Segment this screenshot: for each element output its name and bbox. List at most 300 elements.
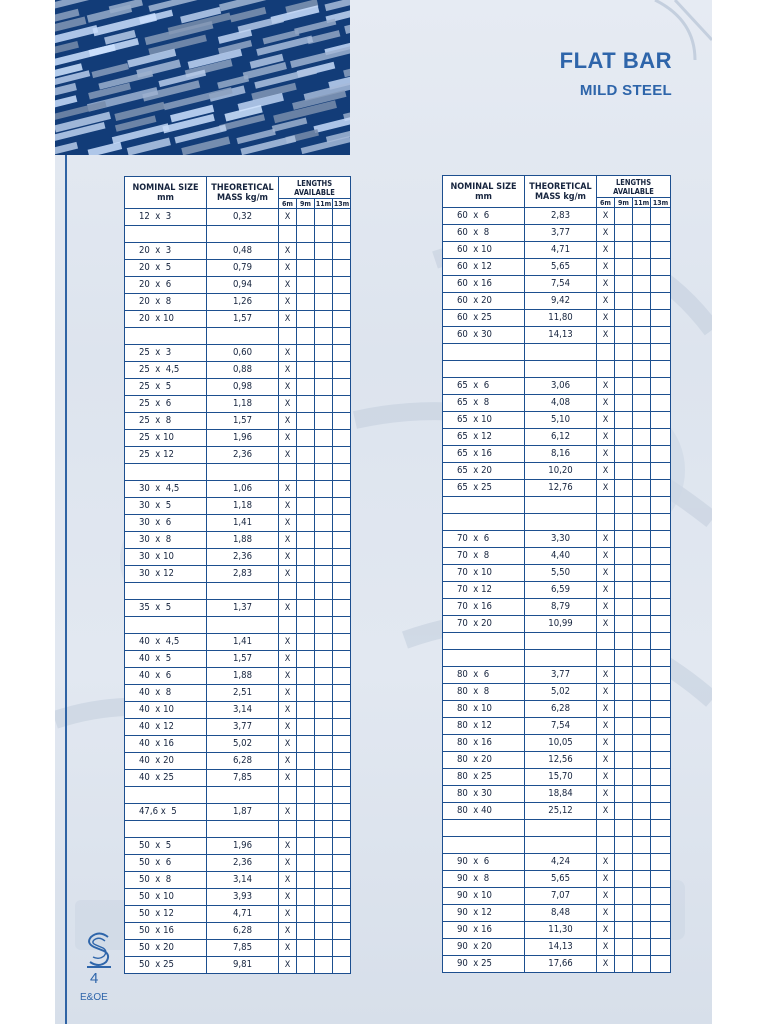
length-13m-cell [651, 786, 671, 803]
length-6m-cell: X [279, 277, 297, 294]
table-row [125, 855, 351, 872]
length-9m-cell [615, 956, 633, 973]
length-13m-cell [333, 243, 351, 260]
length-9m-cell [297, 515, 315, 532]
length-6m-cell: X [597, 871, 615, 888]
length-11m-cell [315, 226, 333, 243]
table-row [125, 923, 351, 940]
length-9m-cell [297, 753, 315, 770]
mass-cell: 9,42 [525, 293, 597, 310]
length-11m-cell [315, 770, 333, 787]
length-13m-cell [651, 344, 671, 361]
length-6m-cell: X [597, 446, 615, 463]
size-cell: 50 x 8 [125, 872, 207, 889]
mass-cell: 0,32 [207, 209, 279, 226]
size-cell: 30 x 6 [125, 515, 207, 532]
mass-cell: 17,66 [525, 956, 597, 973]
length-6m-cell [597, 514, 615, 531]
length-11m-cell [315, 549, 333, 566]
length-13m-header: 13m [333, 199, 350, 208]
mass-cell: 4,71 [207, 906, 279, 923]
length-13m-cell [333, 311, 351, 328]
size-cell [443, 633, 525, 650]
length-9m-cell [297, 447, 315, 464]
length-6m-cell [597, 344, 615, 361]
table-row [443, 378, 671, 395]
length-9m-cell [297, 600, 315, 617]
page-title: FLAT BAR [559, 48, 672, 73]
length-9m-cell [297, 923, 315, 940]
spacer-row [125, 226, 351, 243]
length-9m-cell [297, 685, 315, 702]
mass-cell: 8,16 [525, 446, 597, 463]
table-row [443, 480, 671, 497]
mass-cell: 2,36 [207, 447, 279, 464]
length-11m-cell [633, 922, 651, 939]
length-9m-cell [297, 702, 315, 719]
length-13m-cell [333, 464, 351, 481]
length-11m-cell [633, 905, 651, 922]
length-6m-cell: X [279, 855, 297, 872]
mass-cell: 1,96 [207, 430, 279, 447]
length-13m-cell [651, 633, 671, 650]
size-cell: 25 x 3 [125, 345, 207, 362]
length-11m-cell [315, 702, 333, 719]
length-11m-cell [633, 327, 651, 344]
size-cell: 90 x 8 [443, 871, 525, 888]
mass-cell: 5,65 [525, 871, 597, 888]
length-13m-header: 13m [651, 198, 671, 208]
length-9m-cell [615, 395, 633, 412]
lengths-available-header: LENGTHS AVAILABLE [597, 176, 671, 198]
length-13m-cell [333, 685, 351, 702]
length-13m-cell [651, 752, 671, 769]
length-11m-cell [633, 684, 651, 701]
length-6m-cell [597, 497, 615, 514]
table-row [125, 889, 351, 906]
size-cell: 40 x 8 [125, 685, 207, 702]
size-cell: 65 x 10 [443, 412, 525, 429]
table-row [125, 481, 351, 498]
length-6m-cell: X [597, 718, 615, 735]
length-6m-cell [279, 328, 297, 345]
length-11m-cell [633, 837, 651, 854]
mass-cell: 3,14 [207, 702, 279, 719]
length-11m-cell [315, 260, 333, 277]
length-6m-cell: X [597, 463, 615, 480]
length-13m-cell [333, 277, 351, 294]
length-13m-cell [333, 617, 351, 634]
table-row [443, 225, 671, 242]
length-9m-cell [297, 413, 315, 430]
length-9m-cell [615, 327, 633, 344]
length-11m-cell [315, 753, 333, 770]
spacer-row [125, 328, 351, 345]
size-cell: 70 x 10 [443, 565, 525, 582]
length-6m-cell: X [597, 888, 615, 905]
table-row [443, 922, 671, 939]
size-cell: 90 x 25 [443, 956, 525, 973]
length-6m-cell: X [279, 379, 297, 396]
length-11m-cell [633, 854, 651, 871]
length-13m-cell [651, 820, 671, 837]
size-cell: 70 x 6 [443, 531, 525, 548]
table-row [443, 582, 671, 599]
nominal-size-header: NOMINAL SIZE mm [125, 177, 207, 209]
length-6m-cell: X [597, 939, 615, 956]
table-row [443, 412, 671, 429]
length-6m-cell: X [279, 566, 297, 583]
size-cell: 25 x 12 [125, 447, 207, 464]
theoretical-mass-header: THEORETICAL MASS kg/m [525, 176, 597, 208]
table-row [125, 736, 351, 753]
length-9m-cell [615, 650, 633, 667]
length-6m-cell: X [597, 599, 615, 616]
flat-bar-table-left [124, 176, 351, 974]
table-row [443, 463, 671, 480]
length-9m-cell [615, 854, 633, 871]
table-row [125, 413, 351, 430]
size-cell: 20 x 5 [125, 260, 207, 277]
mass-cell [207, 583, 279, 600]
mass-cell [207, 226, 279, 243]
length-11m-cell [315, 566, 333, 583]
mass-cell: 14,13 [525, 939, 597, 956]
length-13m-cell [333, 430, 351, 447]
mass-cell: 7,07 [525, 888, 597, 905]
size-cell: 80 x 20 [443, 752, 525, 769]
length-9m-cell [297, 498, 315, 515]
length-6m-cell: X [279, 770, 297, 787]
length-13m-cell [333, 549, 351, 566]
length-13m-cell [651, 956, 671, 973]
size-cell: 50 x 6 [125, 855, 207, 872]
table-row [125, 549, 351, 566]
length-9m-cell [615, 599, 633, 616]
length-6m-cell: X [597, 667, 615, 684]
table-row [125, 260, 351, 277]
size-cell: 60 x 30 [443, 327, 525, 344]
length-6m-cell: X [597, 429, 615, 446]
size-cell: 65 x 20 [443, 463, 525, 480]
length-9m-cell [615, 548, 633, 565]
length-6m-cell: X [279, 600, 297, 617]
length-11m-cell [315, 685, 333, 702]
size-cell: 50 x 12 [125, 906, 207, 923]
spacer-row [125, 583, 351, 600]
spacer-row [443, 650, 671, 667]
length-6m-cell: X [279, 447, 297, 464]
length-11m-cell [315, 923, 333, 940]
length-6m-cell: X [597, 956, 615, 973]
mass-cell: 10,20 [525, 463, 597, 480]
size-cell: 60 x 12 [443, 259, 525, 276]
mass-cell: 4,08 [525, 395, 597, 412]
mass-cell: 0,60 [207, 345, 279, 362]
spacer-row [125, 617, 351, 634]
size-cell: 40 x 16 [125, 736, 207, 753]
length-6m-cell: X [597, 616, 615, 633]
length-6m-cell: X [279, 515, 297, 532]
spacer-row [443, 820, 671, 837]
size-cell: 25 x 8 [125, 413, 207, 430]
length-13m-cell [333, 498, 351, 515]
length-9m-header: 9m [615, 198, 633, 208]
length-11m-cell [633, 735, 651, 752]
length-13m-cell [651, 888, 671, 905]
length-9m-cell [297, 617, 315, 634]
table-row [443, 905, 671, 922]
length-13m-cell [651, 565, 671, 582]
length-11m-cell [633, 718, 651, 735]
spacer-row [443, 633, 671, 650]
length-6m-cell: X [597, 769, 615, 786]
length-6m-cell: X [597, 310, 615, 327]
size-cell: 80 x 40 [443, 803, 525, 820]
length-11m-cell [633, 701, 651, 718]
length-13m-cell [333, 804, 351, 821]
length-11m-cell [315, 413, 333, 430]
length-6m-cell: X [597, 565, 615, 582]
length-11m-cell [315, 855, 333, 872]
table-row [443, 446, 671, 463]
length-9m-cell [297, 464, 315, 481]
length-6m-cell: X [279, 940, 297, 957]
steel-bars-photo [55, 0, 350, 155]
table-row [443, 242, 671, 259]
size-cell: 80 x 12 [443, 718, 525, 735]
mass-cell: 4,24 [525, 854, 597, 871]
size-cell: 60 x 6 [443, 208, 525, 225]
theoretical-mass-header: THEORETICAL MASS kg/m [207, 177, 279, 209]
size-cell [443, 497, 525, 514]
mass-cell: 12,56 [525, 752, 597, 769]
mass-cell: 6,59 [525, 582, 597, 599]
length-9m-cell [615, 514, 633, 531]
length-13m-cell [651, 395, 671, 412]
length-9m-cell [297, 379, 315, 396]
mass-cell: 1,96 [207, 838, 279, 855]
length-9m-cell [297, 736, 315, 753]
size-cell: 25 x 6 [125, 396, 207, 413]
table-row [125, 379, 351, 396]
length-13m-cell [333, 328, 351, 345]
length-9m-cell [615, 769, 633, 786]
length-6m-cell: X [597, 412, 615, 429]
length-13m-cell [333, 668, 351, 685]
flat-bar-table-right [442, 175, 671, 973]
table-row [443, 871, 671, 888]
length-11m-cell [633, 548, 651, 565]
mass-cell [525, 633, 597, 650]
table-row [443, 293, 671, 310]
length-6m-cell: X [597, 786, 615, 803]
length-9m-cell [297, 243, 315, 260]
length-11m-cell [633, 225, 651, 242]
length-9m-cell [615, 803, 633, 820]
length-11m-cell [315, 294, 333, 311]
length-11m-cell [633, 310, 651, 327]
length-13m-cell [651, 650, 671, 667]
table-row [125, 719, 351, 736]
length-9m-cell [297, 838, 315, 855]
length-11m-cell [633, 752, 651, 769]
length-13m-cell [651, 616, 671, 633]
table-row [125, 566, 351, 583]
mass-cell: 2,83 [207, 566, 279, 583]
mass-cell: 9,81 [207, 957, 279, 974]
size-cell [125, 464, 207, 481]
length-6m-cell: X [279, 345, 297, 362]
length-9m-cell [615, 412, 633, 429]
length-9m-cell [615, 752, 633, 769]
size-cell: 70 x 12 [443, 582, 525, 599]
length-6m-cell: X [279, 957, 297, 974]
spacer-row [125, 821, 351, 838]
mass-cell: 10,99 [525, 616, 597, 633]
table-row [443, 565, 671, 582]
size-cell: 40 x 6 [125, 668, 207, 685]
length-6m-cell [279, 617, 297, 634]
mass-cell [525, 497, 597, 514]
length-13m-cell [333, 634, 351, 651]
length-9m-cell [615, 735, 633, 752]
size-cell: 40 x 20 [125, 753, 207, 770]
size-cell: 90 x 16 [443, 922, 525, 939]
length-11m-cell [633, 378, 651, 395]
table-row [443, 939, 671, 956]
length-13m-cell [651, 531, 671, 548]
size-cell: 80 x 6 [443, 667, 525, 684]
mass-cell: 3,14 [207, 872, 279, 889]
length-13m-cell [333, 600, 351, 617]
table-row [443, 616, 671, 633]
size-cell: 40 x 25 [125, 770, 207, 787]
length-11m-cell [315, 617, 333, 634]
length-6m-cell: X [597, 548, 615, 565]
length-11m-cell [633, 446, 651, 463]
length-13m-cell [333, 515, 351, 532]
length-9m-cell [297, 294, 315, 311]
length-13m-cell [651, 599, 671, 616]
length-6m-cell: X [279, 736, 297, 753]
length-6m-cell: X [597, 531, 615, 548]
length-11m-cell [633, 497, 651, 514]
length-13m-cell [333, 566, 351, 583]
table-row [125, 532, 351, 549]
length-13m-cell [333, 209, 351, 226]
length-6m-cell: X [597, 701, 615, 718]
size-cell [443, 837, 525, 854]
length-6m-cell: X [279, 481, 297, 498]
right-table-body [443, 208, 671, 973]
length-9m-cell [297, 855, 315, 872]
length-9m-cell [297, 804, 315, 821]
length-9m-cell [297, 328, 315, 345]
length-11m-cell [315, 668, 333, 685]
length-6m-cell [597, 837, 615, 854]
length-9m-cell [297, 277, 315, 294]
length-13m-cell [651, 259, 671, 276]
length-9m-cell [615, 463, 633, 480]
length-6m-cell: X [279, 362, 297, 379]
length-13m-cell [333, 719, 351, 736]
length-11m-cell [633, 871, 651, 888]
length-11m-cell [315, 821, 333, 838]
length-11m-header: 11m [315, 199, 332, 208]
length-9m-cell [297, 770, 315, 787]
length-9m-cell [297, 430, 315, 447]
length-6m-cell [279, 583, 297, 600]
spacer-row [443, 514, 671, 531]
length-9m-cell [615, 225, 633, 242]
length-6m-cell: X [279, 838, 297, 855]
length-9m-cell [297, 651, 315, 668]
length-11m-cell [315, 583, 333, 600]
length-9m-cell [297, 940, 315, 957]
size-cell: 60 x 8 [443, 225, 525, 242]
length-11m-cell [633, 429, 651, 446]
length-13m-cell [333, 260, 351, 277]
mass-cell [207, 617, 279, 634]
length-13m-cell [651, 242, 671, 259]
left-table-body [125, 209, 351, 974]
length-13m-cell [333, 821, 351, 838]
mass-cell [207, 328, 279, 345]
length-13m-cell [651, 378, 671, 395]
length-13m-cell [651, 208, 671, 225]
length-11m-cell [633, 276, 651, 293]
length-9m-cell [615, 429, 633, 446]
length-11m-cell [633, 769, 651, 786]
spacer-row [125, 787, 351, 804]
mass-cell: 7,85 [207, 770, 279, 787]
length-6m-cell: X [597, 905, 615, 922]
length-6m-cell: X [279, 430, 297, 447]
mass-cell: 3,93 [207, 889, 279, 906]
length-6m-header: 6m [597, 198, 615, 208]
length-9m-cell [615, 531, 633, 548]
size-cell: 90 x 12 [443, 905, 525, 922]
mass-cell: 1,41 [207, 515, 279, 532]
table-row [443, 531, 671, 548]
length-9m-cell [297, 566, 315, 583]
length-6m-cell: X [597, 480, 615, 497]
mass-cell: 14,13 [525, 327, 597, 344]
length-11m-cell [633, 565, 651, 582]
length-9m-cell [615, 871, 633, 888]
length-9m-cell [615, 905, 633, 922]
mass-cell: 6,28 [207, 753, 279, 770]
length-6m-cell: X [279, 651, 297, 668]
size-cell: 20 x 6 [125, 277, 207, 294]
table-row [443, 752, 671, 769]
length-6m-cell: X [279, 498, 297, 515]
length-6m-cell: X [597, 242, 615, 259]
table-row [125, 294, 351, 311]
length-13m-cell [333, 583, 351, 600]
length-11m-cell [315, 600, 333, 617]
mass-cell [207, 464, 279, 481]
length-13m-cell [651, 293, 671, 310]
size-cell: 25 x 10 [125, 430, 207, 447]
table-row [443, 667, 671, 684]
size-cell: 30 x 10 [125, 549, 207, 566]
length-11m-cell [315, 787, 333, 804]
table-row [443, 327, 671, 344]
length-11m-cell [633, 514, 651, 531]
mass-cell: 0,98 [207, 379, 279, 396]
